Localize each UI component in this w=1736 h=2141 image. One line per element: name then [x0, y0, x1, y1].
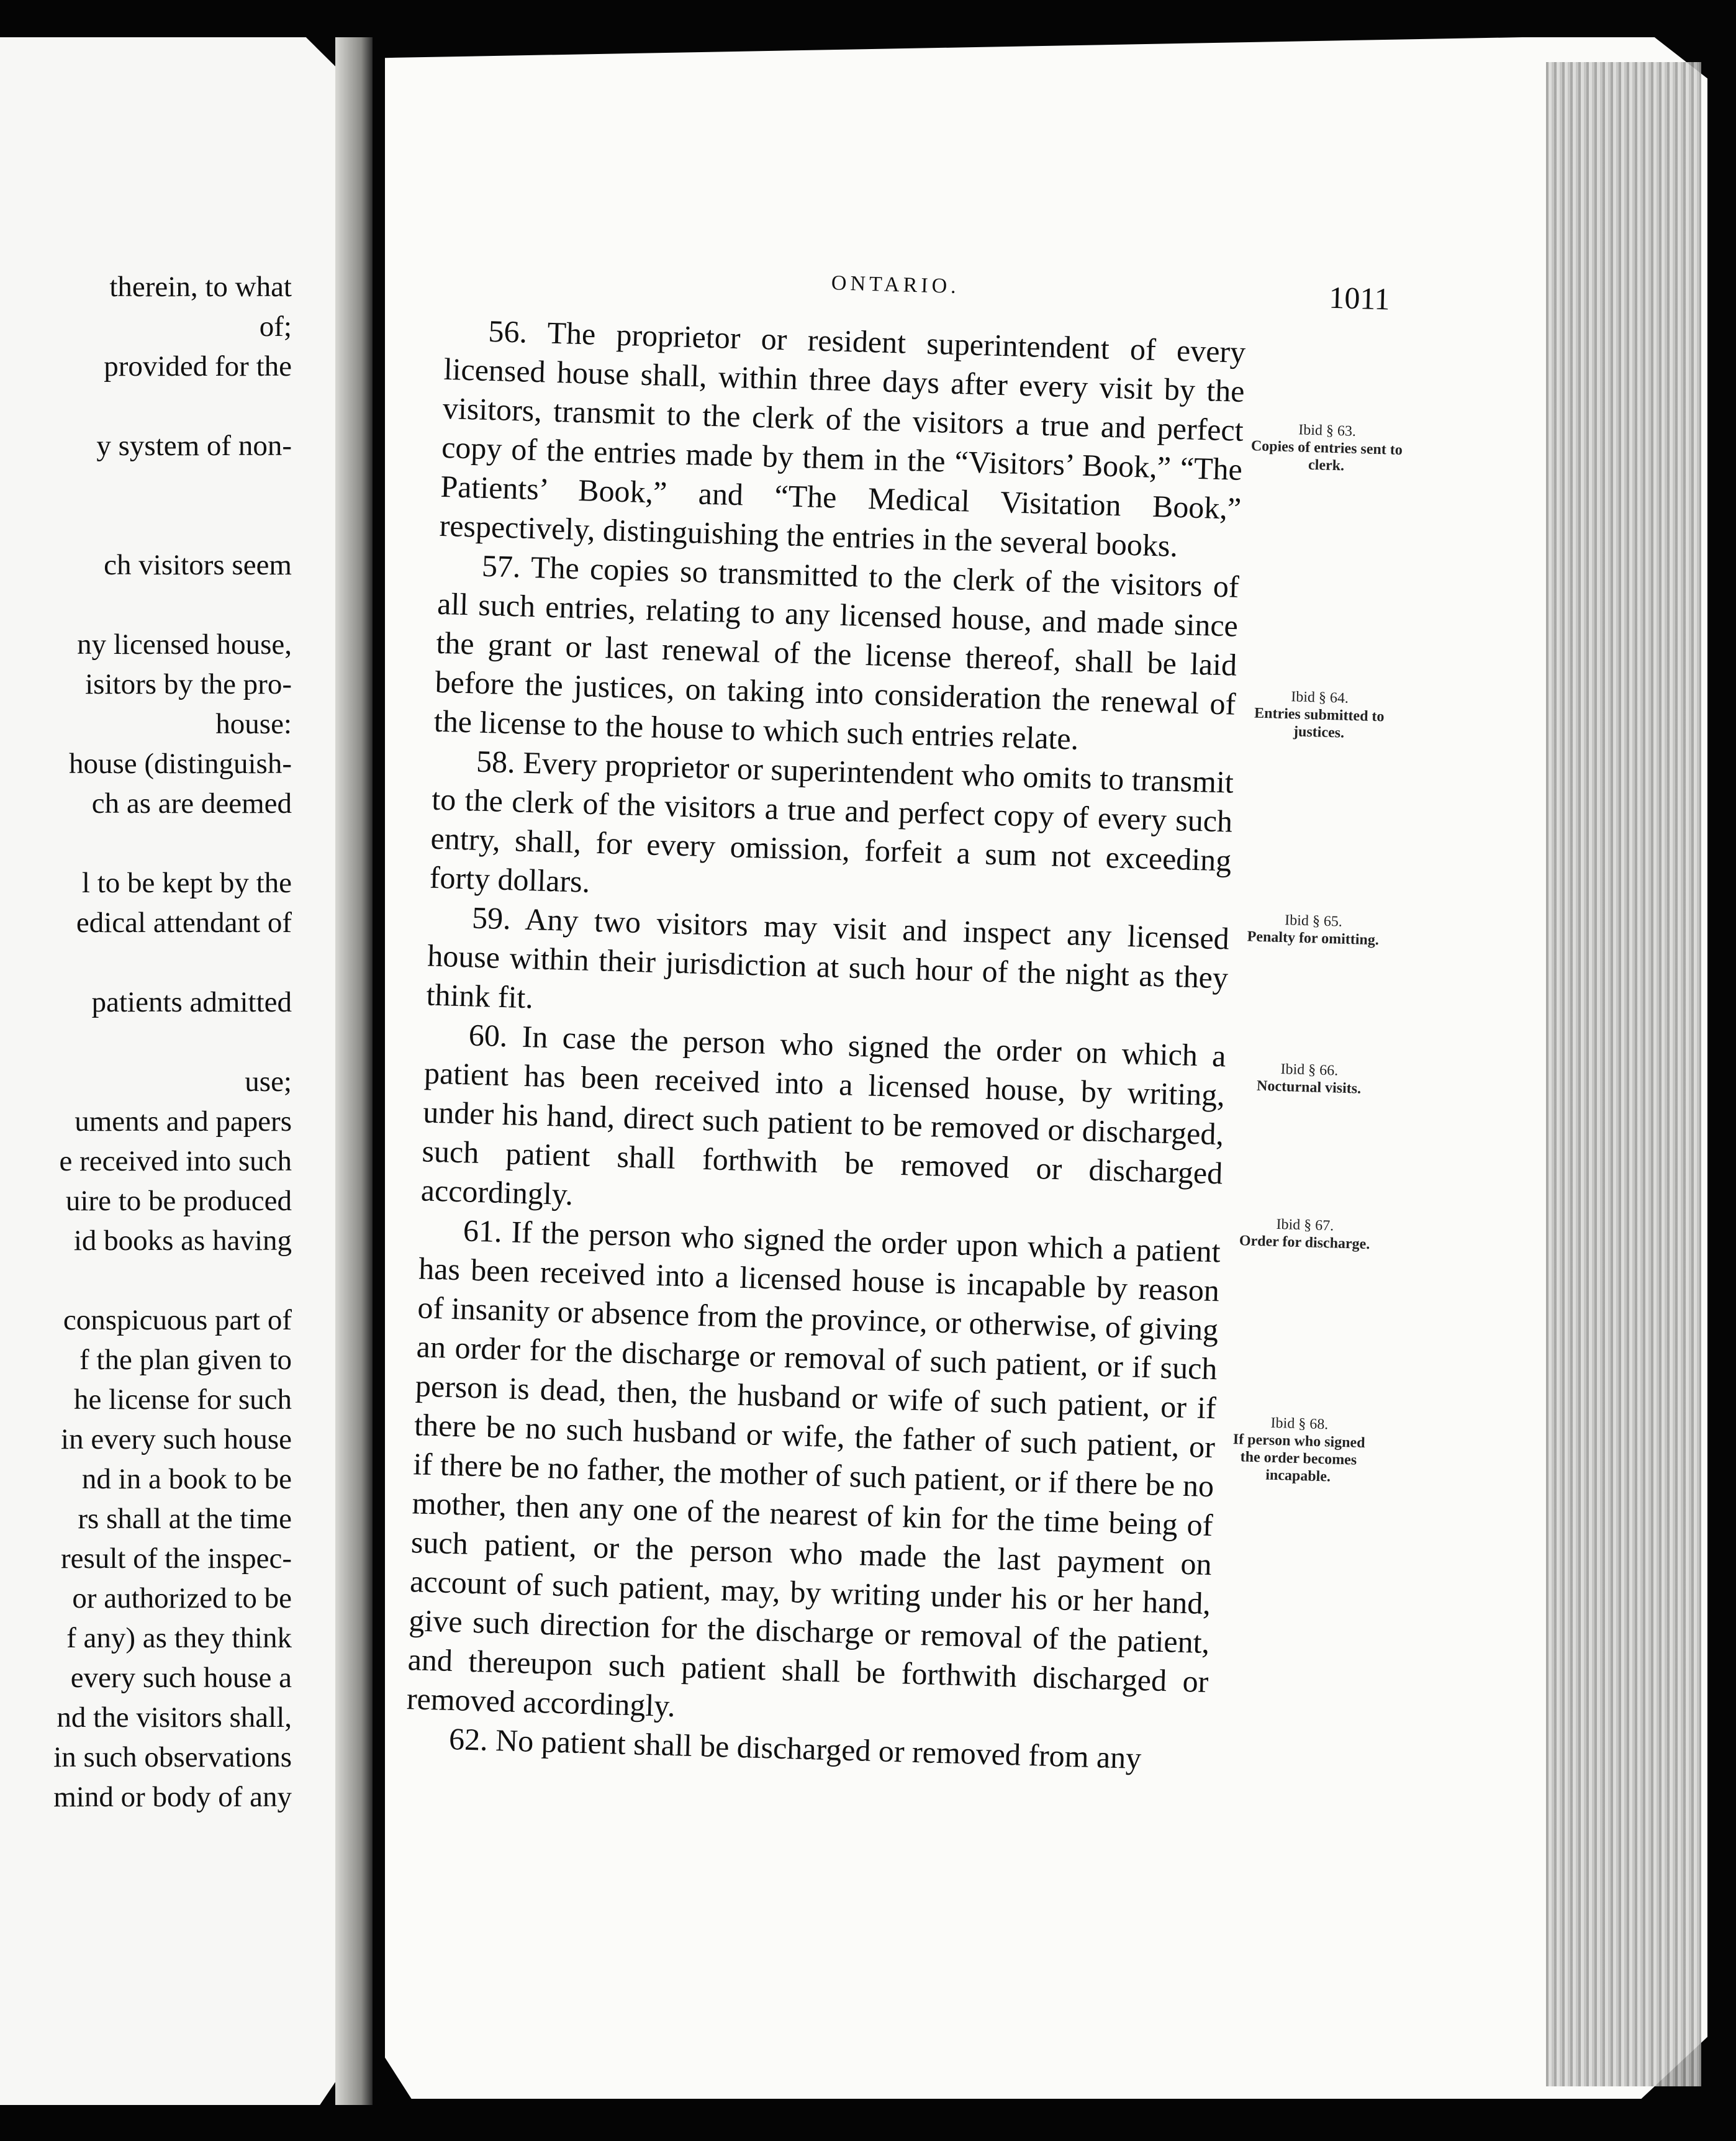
left-line: nd the visitors shall,: [57, 1701, 292, 1734]
section-62: 62. No patient shall be discharged or removed from any: [448, 1721, 1142, 1776]
left-line: conspicuous part of: [63, 1304, 292, 1336]
section-57: 57. The copies so transmitted to the clerk of the visitors of all such entries, relating to any licensed house, and made since the grant or last renewal of the license thereof, shall be laid before the justices, on taking into consideration the renewal of the license to the house to which such entries relate.: [433, 548, 1240, 756]
left-line: rs shall at the time: [78, 1503, 292, 1535]
running-header: ONTARIO.: [831, 271, 961, 299]
left-line: ch as are deemed: [91, 787, 292, 820]
margin-note-ref: Ibid § 68.: [1270, 1415, 1329, 1433]
left-line: provided for the: [104, 350, 292, 382]
margin-note-ref: Ibid § 63.: [1298, 422, 1357, 440]
left-line: [0, 505, 292, 545]
right-page-text: [405, 255, 1403, 1783]
margin-note-ref: Ibid § 67.: [1276, 1216, 1334, 1234]
margin-note: [1231, 1059, 1387, 1098]
left-line: y system of non-: [96, 430, 292, 462]
left-page-text: [0, 267, 292, 1817]
left-line: f any) as they think: [66, 1622, 292, 1654]
margin-note: [1241, 687, 1398, 743]
margin-note-ref: Ibid § 66.: [1280, 1061, 1339, 1079]
section-60: 60. In case the person who signed the order on which a patient has been received into a licensed house, by writing, under his hand, direct such patient to be removed or discharged, such patient shall forthwith be removed or discharged accordingly.: [420, 1017, 1227, 1212]
margin-note-text: If person who signed the order becomes incapable.: [1232, 1431, 1365, 1485]
section-58: 58. Every proprietor or superintendent who omits to transmit to the clerk of the visitors a true and perfect copy of every such entry, shall, for every omission, forfeit a sum not exceeding forty dollars.: [429, 743, 1234, 899]
left-line: he license for such: [73, 1383, 292, 1416]
left-line: or authorized to be: [72, 1582, 292, 1614]
left-line: mind or body of any: [53, 1781, 292, 1813]
left-line: in every such house: [61, 1423, 292, 1455]
section-56: 56. The proprietor or resident superintendent of every licensed house shall, within three days after every visit by the visitors, transmit to the clerk of the visitors a true and perfect copy of the entries made by them in the “Visitors’ Book,” “The Patients’ Book,” and “The Medical Visitation Book,” respectively, distinguishing the entries in the several books.: [439, 313, 1246, 564]
left-line: therein, to what: [109, 271, 292, 303]
section-61: 61. If the person who signed the order upon which a patient has been received into a licensed house is incapable by reason of insanity or absence from the province, or otherwise, of giving an order for the discharge or removal of such patient, or if such person is dead, then, the husband or wife of such patient, or if there be no such husband or wife, the father of such patient, or if there be no father, the mother of such patient, or if there be no mother, then any one of the nearest of kin for the time being of such patient, or the person who made the last payment on account of such patient, may, by writing under his or her hand, give such direction for the discharge or removal of the patient, and thereupon such patient shall be forthwith discharged or removed accordingly.: [406, 1213, 1221, 1724]
left-line: uments and papers: [75, 1105, 292, 1138]
left-line: in such observations: [53, 1741, 292, 1773]
margin-note-text: Nocturnal visits.: [1256, 1077, 1362, 1097]
margin-note-text: Order for discharge.: [1239, 1233, 1370, 1253]
left-line: f the plan given to: [79, 1344, 292, 1376]
left-line: [0, 386, 292, 426]
left-line: [0, 823, 292, 863]
left-line: house (distinguish-: [68, 748, 292, 780]
left-line: every such house a: [70, 1662, 292, 1694]
left-line: l to be kept by the: [81, 867, 292, 899]
left-line: patients admitted: [91, 986, 292, 1018]
left-line: of;: [259, 310, 292, 343]
margin-note-text: Copies of entries sent to clerk.: [1250, 438, 1403, 474]
left-line: [0, 943, 292, 982]
page-edges: [1546, 62, 1701, 2086]
left-line: nd in a book to be: [81, 1463, 292, 1495]
left-line: edical attendant of: [76, 907, 292, 939]
book-gutter: [335, 37, 373, 2105]
left-line: uire to be produced: [65, 1185, 292, 1217]
margin-note: [1220, 1413, 1377, 1487]
margin-note: [1227, 1215, 1383, 1254]
left-line: use;: [245, 1066, 292, 1098]
left-line: [0, 466, 292, 505]
left-line: ny licensed house,: [77, 628, 292, 661]
page-number: 1011: [1328, 279, 1391, 317]
margin-note: [1235, 910, 1391, 949]
left-line: ch visitors seem: [104, 549, 292, 581]
left-line: [0, 1261, 292, 1300]
left-line: id books as having: [73, 1224, 292, 1257]
margin-note-ref: Ibid § 65.: [1284, 912, 1343, 930]
margin-note: [1249, 420, 1405, 476]
margin-note-ref: Ibid § 64.: [1290, 689, 1349, 707]
left-line: house:: [215, 708, 292, 740]
left-line: e received into such: [59, 1145, 292, 1177]
margin-note-text: Penalty for omitting.: [1247, 928, 1380, 949]
left-line: [0, 585, 292, 625]
margin-note-text: Entries submitted to justices.: [1254, 705, 1385, 741]
left-line: result of the inspec-: [61, 1542, 292, 1575]
left-line: isitors by the pro-: [85, 668, 292, 700]
section-59: 59. Any two visitors may visit and inspect any licensed house within their jurisdiction at such hour of the night as they think fit.: [425, 900, 1230, 1015]
left-line: [0, 1022, 292, 1062]
